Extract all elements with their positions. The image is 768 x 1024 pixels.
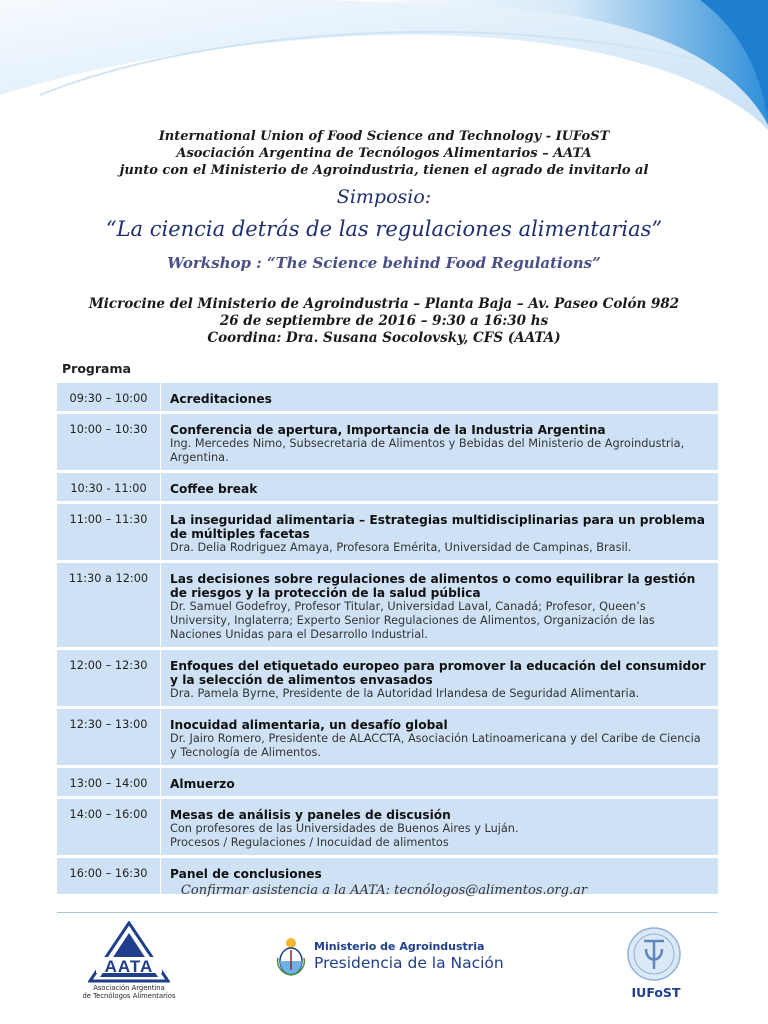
agenda-title: Mesas de análisis y paneles de discusión [170,808,451,822]
footer-divider [57,912,718,913]
svg-text:AATA: AATA [104,957,154,976]
agenda-content [161,650,718,706]
agenda-time: 16:00 – 16:30 [57,858,161,894]
workshop-title: Workshop : “The Science behind Food Regulations” [167,254,601,272]
org-line-aata: Asociación Argentina de Tecnólogos Alimentarios – AATA [176,146,592,161]
agenda-speaker: Ing. Mercedes Nimo, Subsecretaria de Alimentos y Bebidas del Ministerio de Agroindustria, Argentina. [170,437,685,464]
agenda-content [161,709,718,765]
agenda-content [161,473,718,501]
venue-line: Microcine del Ministerio de Agroindustria – Planta Baja – Av. Paseo Colón 982 [88,296,680,312]
agenda-title: Inocuidad alimentaria, un desafío global [170,718,448,732]
aata-caption [76,984,182,1000]
agenda-title: Conferencia de apertura, Importancia de la Industria Argentina [170,423,606,437]
aata-logo [88,921,170,983]
agenda-time: 12:00 – 12:30 [57,650,161,706]
date-line: 26 de septiembre de 2016 – 9:30 a 16:30 hs [219,313,549,329]
agenda-row [57,709,718,765]
agenda-content [161,799,718,855]
agenda-content [161,768,718,796]
agenda-row [57,504,718,560]
agenda-time: 11:00 – 11:30 [57,504,161,560]
agenda-speaker: Con profesores de las Universidades de Buenos Aires y Luján. [170,822,519,835]
agenda-time: 10:00 – 10:30 [57,414,161,470]
agenda-time: 14:00 – 16:00 [57,799,161,855]
agenda-row [57,383,718,411]
agenda-title: La inseguridad alimentaria – Estrategias multidisciplinarias para un problema de múltiples facetas [170,513,705,541]
agenda-topics: Procesos / Regulaciones / Inocuidad de alimentos [170,836,449,849]
agenda-speaker: Dr. Samuel Godefroy, Profesor Titular, Universidad Laval, Canadá; Profesor, Queen’s University, Inglaterra; Experto Senior Regulaciones de Alimentos, Organización de las Naciones Unidas para el Desarrollo Industrial. [170,600,655,641]
presidency-name: Presidencia de la Nación [314,954,504,972]
agenda-speaker: Dra. Pamela Byrne, Presidente de la Autoridad Irlandesa de Seguridad Alimentaria. [170,687,640,700]
argentina-shield-icon [276,936,306,976]
agenda-content [161,383,718,411]
symposium-title: “La ciencia detrás de las regulaciones alimentarias” [105,217,663,241]
agenda-content [161,504,718,560]
agenda-content [161,414,718,470]
agenda-title: Acreditaciones [170,392,272,406]
agenda-speaker: Dr. Jairo Romero, Presidente de ALACCTA, Asociación Latinoamericana y del Caribe de Ciencia y Tecnología de Alimentos. [170,732,701,759]
agenda-row [57,414,718,470]
agenda-row [57,650,718,706]
ministry-name: Ministerio de Agroindustria [314,940,485,953]
agenda-row [57,799,718,855]
org-line-ministry: junto con el Ministerio de Agroindustria, tienen el agrado de invitarlo al [119,163,649,178]
agenda-title: Coffee break [170,482,258,496]
agenda-title: Panel de conclusiones [170,867,322,881]
header-swoosh-graphic [0,0,768,130]
event-info [0,296,768,347]
agenda-content [161,563,718,647]
org-line-iufost: International Union of Food Science and Technology - IUFoST [158,129,610,144]
agenda-time: 10:30 - 11:00 [57,473,161,501]
agenda-title: Las decisiones sobre regulaciones de alimentos o como equilibrar la gestión de riesgos y la protección de la salud pública [170,572,696,600]
aata-caption-line2: de Tecnólogos Alimentarios [82,992,176,1000]
agenda-time: 11:30 a 12:00 [57,563,161,647]
iufost-caption: IUFoST [631,985,681,1000]
symposium-label: Simposio: [336,186,432,208]
agenda-table [57,380,718,897]
agenda-time: 09:30 – 10:00 [57,383,161,411]
agenda-title: Enfoques del etiquetado europeo para promover la educación del consumidor y la selección de alimentos envasados [170,659,706,687]
iufost-logo-icon [626,925,682,983]
agenda-time: 12:30 – 13:00 [57,709,161,765]
agenda-time: 13:00 – 14:00 [57,768,161,796]
coordinator-line: Coordina: Dra. Susana Socolovsky, CFS (AATA) [207,330,561,346]
organizer-lines [0,128,768,179]
agenda-title: Almuerzo [170,777,235,791]
program-label: Programa [62,361,131,376]
rsvp-line: Confirmar asistencia a la AATA: tecnólogos@alimentos.org.ar [180,883,588,898]
agenda-row [57,473,718,501]
agenda-row [57,768,718,796]
agenda-row [57,563,718,647]
aata-caption-line1: Asociación Argentina [93,984,165,992]
agenda-speaker: Dra. Delia Rodriguez Amaya, Profesora Emérita, Universidad de Campinas, Brasil. [170,541,632,554]
ministry-logo [276,936,504,980]
